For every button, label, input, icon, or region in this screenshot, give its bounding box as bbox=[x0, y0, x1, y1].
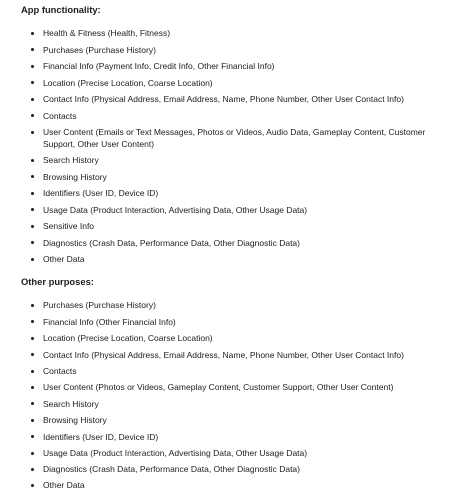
bullet-icon bbox=[31, 435, 34, 438]
list-item: Identifiers (User ID, Device ID) bbox=[31, 431, 431, 443]
list-item: Contacts bbox=[31, 110, 431, 122]
list-item: Browsing History bbox=[31, 414, 431, 426]
list-item: Browsing History bbox=[31, 171, 431, 183]
list-item: Contact Info (Physical Address, Email Address, Name, Phone Number, Other User Contact Info) bbox=[31, 349, 431, 361]
bullet-icon bbox=[31, 65, 34, 68]
bullet-icon bbox=[31, 402, 34, 405]
list-item: Diagnostics (Crash Data, Performance Data, Other Diagnostic Data) bbox=[31, 237, 431, 249]
bullet-icon bbox=[31, 353, 34, 356]
list-item: Other Data bbox=[31, 479, 431, 491]
bullet-icon bbox=[31, 241, 34, 244]
section-heading-other-purposes: Other purposes: bbox=[21, 276, 94, 287]
bullet-icon bbox=[31, 208, 34, 211]
list-item: Location (Precise Location, Coarse Location) bbox=[31, 77, 431, 89]
list-item: Purchases (Purchase History) bbox=[31, 299, 431, 311]
bullet-icon bbox=[31, 337, 34, 340]
bullet-icon bbox=[31, 98, 34, 101]
list-item: Sensitive Info bbox=[31, 220, 431, 232]
bullet-icon bbox=[31, 419, 34, 422]
bullet-icon bbox=[31, 304, 34, 307]
list-item: Usage Data (Product Interaction, Advertising Data, Other Usage Data) bbox=[31, 204, 431, 216]
bullet-icon bbox=[31, 48, 34, 51]
bullet-icon bbox=[31, 32, 34, 35]
list-item: Financial Info (Payment Info, Credit Info, Other Financial Info) bbox=[31, 60, 431, 72]
list-item: Other Data bbox=[31, 253, 431, 265]
list-item: Financial Info (Other Financial Info) bbox=[31, 316, 431, 328]
list-item: Health & Fitness (Health, Fitness) bbox=[31, 27, 431, 39]
list-item: User Content (Emails or Text Messages, Photos or Videos, Audio Data, Gameplay Content, Customer Support, Other User Content) bbox=[31, 126, 431, 150]
bullet-icon bbox=[31, 225, 34, 228]
bullet-icon bbox=[31, 468, 34, 471]
list-item: Usage Data (Product Interaction, Advertising Data, Other Usage Data) bbox=[31, 447, 431, 459]
section-heading-app-functionality: App functionality: bbox=[21, 4, 101, 15]
bullet-icon bbox=[31, 320, 34, 323]
list-item: Contacts bbox=[31, 365, 431, 377]
list-item: Search History bbox=[31, 398, 431, 410]
bullet-icon bbox=[31, 484, 34, 487]
list-item: Identifiers (User ID, Device ID) bbox=[31, 187, 431, 199]
bullet-icon bbox=[31, 175, 34, 178]
list-item: User Content (Photos or Videos, Gameplay Content, Customer Support, Other User Content) bbox=[31, 381, 431, 393]
list-item: Diagnostics (Crash Data, Performance Data, Other Diagnostic Data) bbox=[31, 463, 431, 475]
list-item: Location (Precise Location, Coarse Location) bbox=[31, 332, 431, 344]
bullet-icon bbox=[31, 258, 34, 261]
bullet-icon bbox=[31, 159, 34, 162]
list-item: Search History bbox=[31, 154, 431, 166]
bullet-icon bbox=[31, 370, 34, 373]
list-item: Contact Info (Physical Address, Email Address, Name, Phone Number, Other User Contact Info) bbox=[31, 93, 431, 105]
bullet-icon bbox=[31, 81, 34, 84]
bullet-icon bbox=[31, 114, 34, 117]
bullet-icon bbox=[31, 131, 34, 134]
bullet-icon bbox=[31, 386, 34, 389]
bullet-icon bbox=[31, 192, 34, 195]
bullet-icon bbox=[31, 452, 34, 455]
list-item: Purchases (Purchase History) bbox=[31, 44, 431, 56]
